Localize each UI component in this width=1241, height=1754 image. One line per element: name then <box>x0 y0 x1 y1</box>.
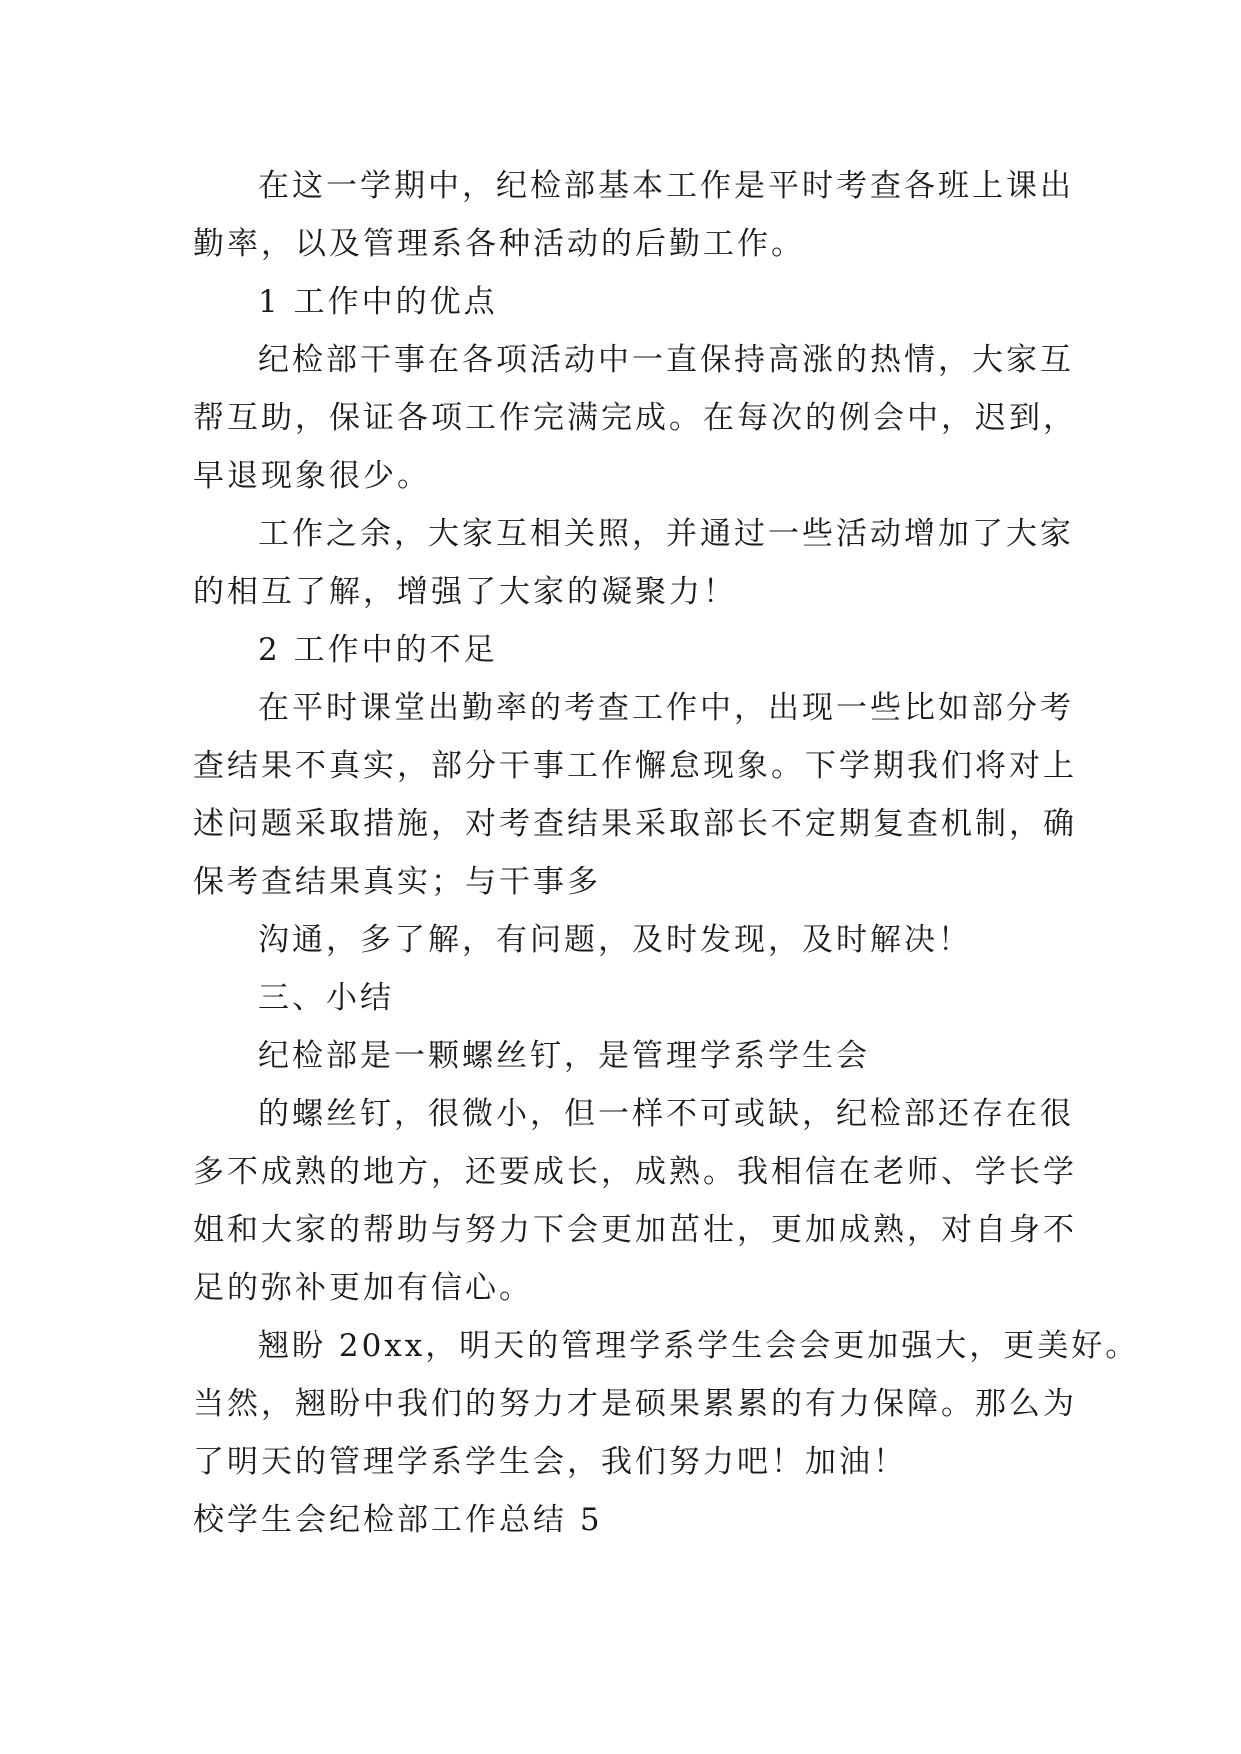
paragraph-line: 帮互助，保证各项工作完满完成。在每次的例会中，迟到， <box>193 400 1077 436</box>
paragraph-line: 纪检部干事在各项活动中一直保持高涨的热情，大家互 <box>258 342 1074 378</box>
paragraph-line: 的相互了解，增强了大家的凝聚力！ <box>193 574 737 610</box>
section-heading: 三、小结 <box>258 980 394 1016</box>
paragraph-line: 述问题采取措施，对考查结果采取部长不定期复查机制，确 <box>193 806 1077 842</box>
paragraph-line: 保考查结果真实；与干事多 <box>193 864 601 900</box>
paragraph-line: 勤率，以及管理系各种活动的后勤工作。 <box>193 226 805 262</box>
paragraph-line: 了明天的管理学系学生会，我们努力吧！加油！ <box>193 1444 907 1480</box>
paragraph-line: 纪检部是一颗螺丝钉，是管理学系学生会 <box>258 1038 870 1074</box>
section-heading: 2 工作中的不足 <box>258 632 498 668</box>
paragraph-line: 早退现象很少。 <box>193 458 431 494</box>
paragraph-line: 当然，翘盼中我们的努力才是硕果累累的有力保障。那么为 <box>193 1386 1077 1422</box>
paragraph-line: 姐和大家的帮助与努力下会更加茁壮，更加成熟，对自身不 <box>193 1212 1077 1248</box>
paragraph-line: 翘盼 20xx，明天的管理学系学生会会更加强大，更美好。 <box>258 1328 1140 1364</box>
paragraph-line: 多不成熟的地方，还要成长，成熟。我相信在老师、学长学 <box>193 1154 1077 1190</box>
paragraph-line: 在这一学期中，纪检部基本工作是平时考查各班上课出 <box>258 168 1074 204</box>
document-title: 校学生会纪检部工作总结 5 <box>193 1502 603 1538</box>
paragraph-line: 查结果不真实，部分干事工作懈怠现象。下学期我们将对上 <box>193 748 1077 784</box>
paragraph-line: 工作之余，大家互相关照，并通过一些活动增加了大家 <box>258 516 1074 552</box>
paragraph-line: 在平时课堂出勤率的考查工作中，出现一些比如部分考 <box>258 690 1074 726</box>
paragraph-line: 沟通，多了解，有问题，及时发现，及时解决！ <box>258 922 972 958</box>
section-heading: 1 工作中的优点 <box>258 284 498 320</box>
paragraph-line: 足的弥补更加有信心。 <box>193 1270 533 1306</box>
paragraph-line: 的螺丝钉，很微小，但一样不可或缺，纪检部还存在很 <box>258 1096 1074 1132</box>
